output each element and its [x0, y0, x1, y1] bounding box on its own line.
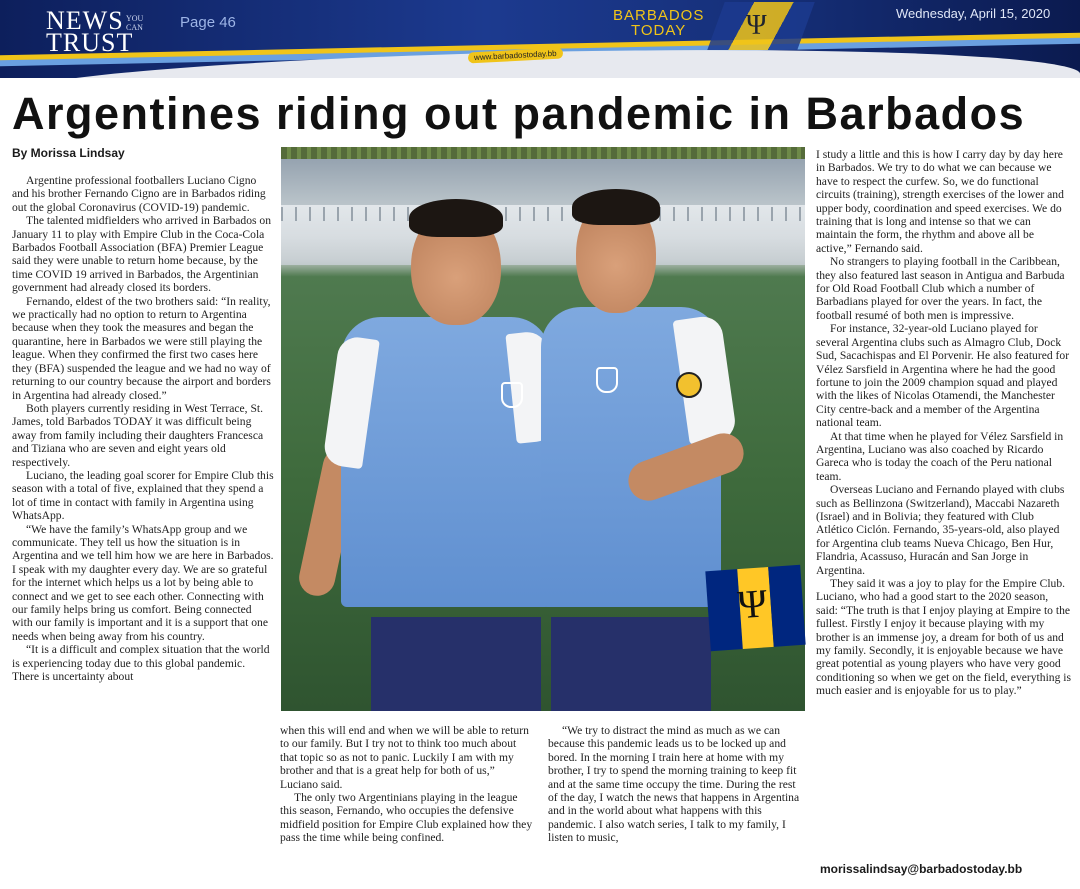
- bfa-patch-icon: [676, 372, 702, 398]
- issue-date: Wednesday, April 15, 2020: [896, 6, 1051, 21]
- paragraph: The talented midfielders who arrived in Barbados on January 11 to play with Empire Club in the Coca-Cola Barbados Football Association (BFA) Premier League said they were unable to return home because, by the time COVID 19 arrived in Barbados, the Argentinian government had already closed its borders.: [12, 214, 272, 295]
- brand-line-1: BARBADOS: [613, 7, 705, 24]
- flag-band-right: [769, 565, 806, 647]
- paragraph: when this will end and when we will be able to return to our family. But I try not to think too much about that topic so as not to panic. Luckily I am with my brother and that is a great help for both of us,” Luciano said.: [280, 724, 529, 791]
- news-you-can-trust-logo: [46, 6, 144, 57]
- paragraph: “We try to distract the mind as much as we can because this pandemic leads us to be locked up and bored. In the morning I train here at home with my brother, I try to spend the morning training to keep fit and at the same time occupy the time. During the rest of the day, I watch the news that happens in Argentina and in the world about what happens with this pandemic. I also watch series, I talk to my family, I listen to music,: [548, 724, 800, 845]
- paragraph: Both players currently residing in West Terrace, St. James, told Barbados TODAY it was difficult being away from family including their daughters Francesca and Tiziana who are seven and eight years old respectively.: [12, 401, 264, 469]
- logo-word-trust: TRUST: [46, 28, 134, 57]
- paragraph: Argentine professional footballers Luciano Cigno and his brother Fernando Cigno are in Barbados riding out the global Coronavirus (COVID-19) pandemic.: [12, 174, 266, 214]
- trident-flag-icon: Ψ: [707, 2, 814, 50]
- logo-word-news: NEWS: [46, 6, 124, 35]
- article-column-2: [280, 724, 535, 845]
- article-headline: Argentines riding out pandemic in Barbados: [12, 88, 1026, 139]
- shorts: [371, 617, 541, 711]
- masthead: [0, 0, 1080, 78]
- paragraph: “We have the family’s WhatsApp group and we communicate. They tell us how the situation is in Argentina and we tell him how we are here in Barbados. I speak with my daughter every day. We are so grateful for the internet which helps us a lot by being able to connect and we get to see each other. Connecting with our family helps bring us comfort. Being connected with our family is important and it is a support that one needs when being away from his country.: [12, 522, 274, 643]
- author-email[interactable]: morissalindsay@barbadostoday.bb: [820, 862, 1023, 876]
- club-crest-icon: [596, 367, 618, 393]
- trident-icon: Ψ: [736, 580, 769, 628]
- barbados-today-logo: [613, 8, 704, 38]
- article-column-1: [12, 174, 274, 683]
- brand-line-2: TODAY: [631, 22, 687, 39]
- shorts: [551, 617, 711, 711]
- paragraph: For instance, 32-year-old Luciano played for several Argentina clubs such as Almagro Club, Dock Sud, Sacachispas and El Porvenir. He also featured for Vélez Sarsfield in Argentina where he had the good fortune to join the 2009 champion squad and played with the likes of Nicolas Otamendi, the Manchester City centre-back and a member of the Argentina national team.: [816, 322, 1070, 430]
- player-fernando: [301, 197, 561, 711]
- hair: [409, 199, 503, 237]
- paragraph: “It is a difficult and complex situation that the world is experiencing today due to this global pandemic. There is uncertainty about: [12, 643, 270, 684]
- byline: By Morissa Lindsay: [12, 146, 125, 160]
- barbados-flag-icon: [705, 565, 805, 651]
- article-column-4: [816, 148, 1072, 698]
- page-number: Page 46: [180, 14, 236, 31]
- club-crest-icon: [501, 382, 523, 408]
- paragraph: The only two Argentinians playing in the league this season, Fernando, who occupies the defensive midfield position for Empire Club explained how they pass the time while being confined.: [280, 791, 533, 845]
- website-url[interactable]: www.barbadostoday.bb: [468, 48, 563, 64]
- paragraph: At that time when he played for Vélez Sarsfield in Argentina, Luciano was also coached by Ricardo Gareca who is today the coach of the Peru national team.: [816, 429, 1064, 483]
- logo-small-text: YOU CAN: [126, 14, 144, 32]
- paragraph: No strangers to playing football in the Caribbean, they also featured last season in Antigua and Barbuda for Old Road Football Club which a number of Barbadians played for over the years. In fact, the football resumé of both men is impressive.: [816, 255, 1065, 322]
- photo-hedge: [281, 147, 805, 159]
- paragraph: They said it was a joy to play for the Empire Club. Luciano, who had a good start to the 2020 season, said: “The truth is that I enjoy playing at Empire to the fullest. Firstly I enjoy it because playing with my brother is an immense joy, a dream for both of us and my family. Secondly, it is enjoyable because we have great potential as young players who have very good conditioning so when we get on the field, everything is much easier and is enjoyable for us to play.”: [816, 577, 1072, 698]
- article-column-3: [548, 724, 806, 845]
- paragraph: Overseas Luciano and Fernando played with clubs such as Bellinzona (Switzerland), Maccabi Nazareth (Israel) and in Bolivia; they featured with Club Atlético Ciclón. Fernando, 35-years-old, also played for Argentina club teams Nueva Chicago, Ben Hur, Flandria, Acassuso, Huracán and San Jorge in Argentina.: [816, 483, 1065, 577]
- hair: [572, 189, 660, 225]
- paragraph: I study a little and this is how I carry day by day here in Barbados. We try to do what we can because we have to respect the curfew. So, we do functional circuits (training), strength exercises of the lower and upper body, coordination and speed exercises. We do training that is long and intense so that we can maintain the form, the rhythm and above all be active,” Fernando said.: [816, 148, 1064, 255]
- paragraph: Fernando, eldest of the two brothers said: “In reality, we practically had no option to return to Argentina because when they took the measures and began the quarantine, here in Barbados we were still playing the league. When they confirmed the first two cases here they (BFA) suspended the league and we had no way of returning to our country because the airport and borders in Argentina had already closed.”: [12, 294, 271, 402]
- paragraph: Luciano, the leading goal scorer for Empire Club this season with a total of five, explained that they spend a lot of time in contact with family in Argentina using WhatsApp.: [12, 468, 274, 523]
